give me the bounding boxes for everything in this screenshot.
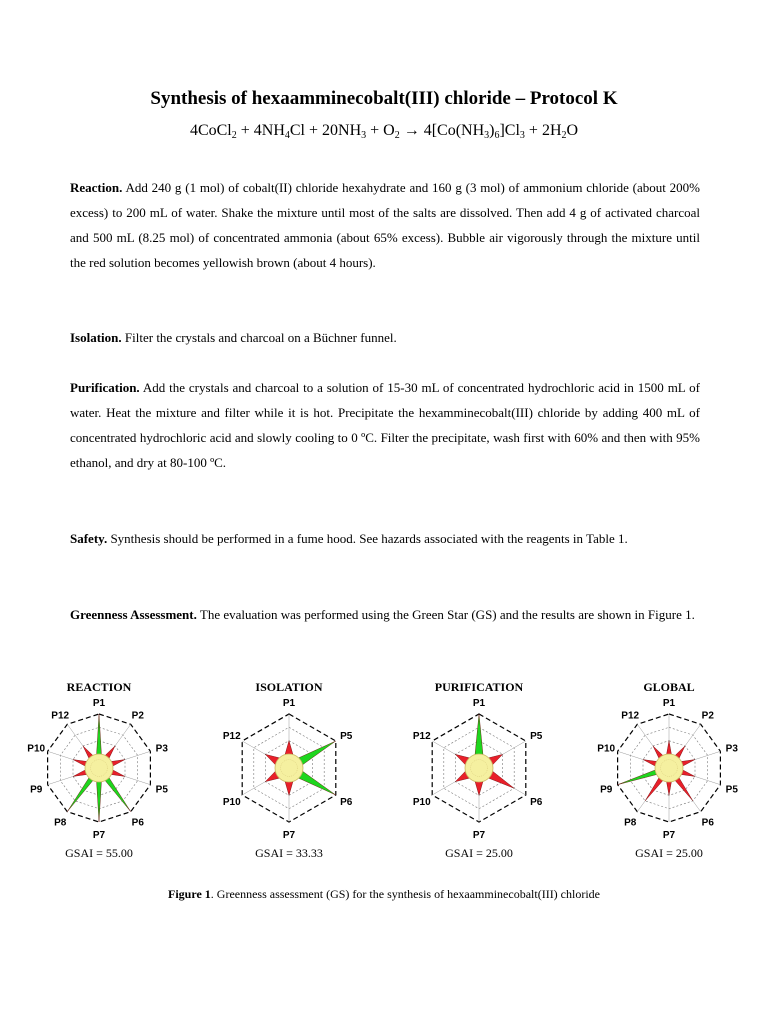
principle-label: P12 — [621, 710, 640, 722]
reaction-equation — [0, 122, 768, 141]
principle-label: P8 — [54, 817, 67, 829]
equation-rhs-subscript: 2 — [561, 130, 567, 141]
equation-rhs-term: O — [566, 122, 579, 139]
section-text: Filter the crystals and charcoal on a Büchner funnel. — [121, 330, 397, 345]
principle-label: P2 — [701, 710, 714, 722]
equation-rhs-term: ]Cl — [499, 122, 520, 139]
section-reaction — [70, 175, 700, 275]
equation-lhs-subscript: 3 — [361, 130, 367, 141]
equation-rhs-subscript: 3 — [519, 130, 525, 141]
principle-label: P12 — [51, 710, 70, 722]
green-star-purification — [399, 698, 559, 838]
principle-label: P5 — [725, 784, 738, 796]
star-center — [275, 754, 303, 782]
chart-title-reaction: REACTION — [66, 680, 132, 694]
principle-label: P1 — [92, 698, 106, 709]
principle-label: P3 — [155, 743, 168, 755]
section-isolation — [70, 325, 700, 350]
chart-title-global: GLOBAL — [643, 680, 695, 694]
principle-label: P1 — [662, 698, 676, 709]
principle-label: P10 — [597, 743, 616, 755]
equation-rhs-term: 4[Co(NH — [423, 122, 485, 139]
chart-title-isolation: ISOLATION — [255, 680, 323, 694]
equation-lhs-term: Cl + 20NH — [289, 122, 362, 139]
principle-label: P6 — [131, 817, 144, 829]
principle-label: P7 — [282, 830, 296, 838]
equation-rhs-subscript: 6 — [494, 130, 500, 141]
section-text: Add 240 g (1 mol) of cobalt(II) chloride hexahydrate and 160 g (3 mol) of ammonium chloride (about 200% excess) to 200 mL of water. Shake the mixture until most of the salts are dissolved. Then add 4 g of activated charcoal and 500 mL (8.25 mol) of concentrated ammonia (about 65% excess). Bubble air vigorously through the mixture until the red solution becomes yellowish brown (about 4 hours). — [70, 180, 700, 270]
principle-label: P6 — [340, 797, 353, 808]
section-safety — [70, 526, 700, 551]
equation-lhs-subscript: 4 — [284, 130, 290, 141]
figure-caption — [0, 887, 768, 902]
principle-label: P7 — [92, 830, 106, 838]
principle-label: P9 — [30, 784, 43, 796]
equation-rhs-term: + 2H — [524, 122, 562, 139]
equation-rhs-term: ) — [489, 122, 495, 139]
section-heading: Purification. — [70, 380, 140, 395]
green-star-isolation — [209, 698, 369, 838]
gsai-isolation: GSAI = 33.33 — [255, 846, 323, 860]
principle-label: P5 — [530, 731, 543, 742]
equation-lhs-term: + 4NH — [236, 122, 285, 139]
section-purification — [70, 375, 700, 475]
equation-lhs-term: + O — [366, 122, 395, 139]
equation-lhs-subscript: 2 — [394, 130, 400, 141]
star-center — [465, 754, 493, 782]
principle-label: P12 — [222, 731, 241, 742]
principle-label: P10 — [27, 743, 46, 755]
section-text: The evaluation was performed using the Green Star (GS) and the results are shown in Figure 1. — [196, 607, 695, 622]
principle-label: P1 — [282, 698, 296, 709]
principle-label: P7 — [662, 830, 676, 838]
star-center — [85, 754, 113, 782]
section-text: Synthesis should be performed in a fume hood. See hazards associated with the reagents in Table 1. — [107, 531, 628, 546]
gsai-purification: GSAI = 25.00 — [445, 846, 513, 860]
principle-label: P8 — [624, 817, 637, 829]
section-heading: Safety. — [70, 531, 108, 546]
principle-label: P10 — [222, 797, 241, 808]
principle-label: P7 — [472, 830, 486, 838]
chart-title-purification: PURIFICATION — [434, 680, 524, 694]
equation-lhs-term: 4CoCl — [189, 122, 232, 139]
principle-label: P10 — [412, 797, 431, 808]
section-heading: Isolation. — [70, 330, 122, 345]
document-title: Synthesis of hexaamminecobalt(III) chloride – Protocol K — [150, 88, 618, 109]
principle-label: P6 — [530, 797, 543, 808]
green-star-reaction — [19, 698, 179, 838]
principle-label: P5 — [155, 784, 168, 796]
green-star-global — [589, 698, 749, 838]
principle-label: P6 — [701, 817, 714, 829]
gsai-global: GSAI = 25.00 — [635, 846, 703, 860]
principle-label: P1 — [472, 698, 486, 709]
principle-label: P5 — [340, 731, 353, 742]
equation-rhs-subscript: 3 — [484, 130, 490, 141]
caption-label: Figure 1 — [168, 887, 211, 901]
caption-text: . Greenness assessment (GS) for the synthesis of hexaamminecobalt(III) chloride — [210, 887, 600, 901]
equation-arrow: → — [399, 122, 424, 139]
principle-label: P3 — [725, 743, 738, 755]
star-center — [655, 754, 683, 782]
principle-label: P12 — [412, 731, 431, 742]
principle-label: P2 — [131, 710, 144, 722]
section-greenness — [70, 602, 700, 627]
principle-label: P9 — [600, 784, 613, 796]
section-heading: Greenness Assessment. — [70, 607, 197, 622]
section-text: Add the crystals and charcoal to a solution of 15-30 mL of concentrated hydrochloric acid in 1500 mL of water. Heat the mixture and filter while it is hot. Precipitate the hexamminecobalt(III) chloride by adding 400 mL of concentrated hydrochloric acid and slowly cooling to 0 ºC. Filter the precipitate, wash first with 60% and then with 95% ethanol, and dry at 80-100 ºC. — [70, 380, 700, 470]
gsai-reaction: GSAI = 55.00 — [65, 846, 133, 860]
equation-lhs-subscript: 2 — [231, 130, 237, 141]
section-heading: Reaction. — [70, 180, 123, 195]
